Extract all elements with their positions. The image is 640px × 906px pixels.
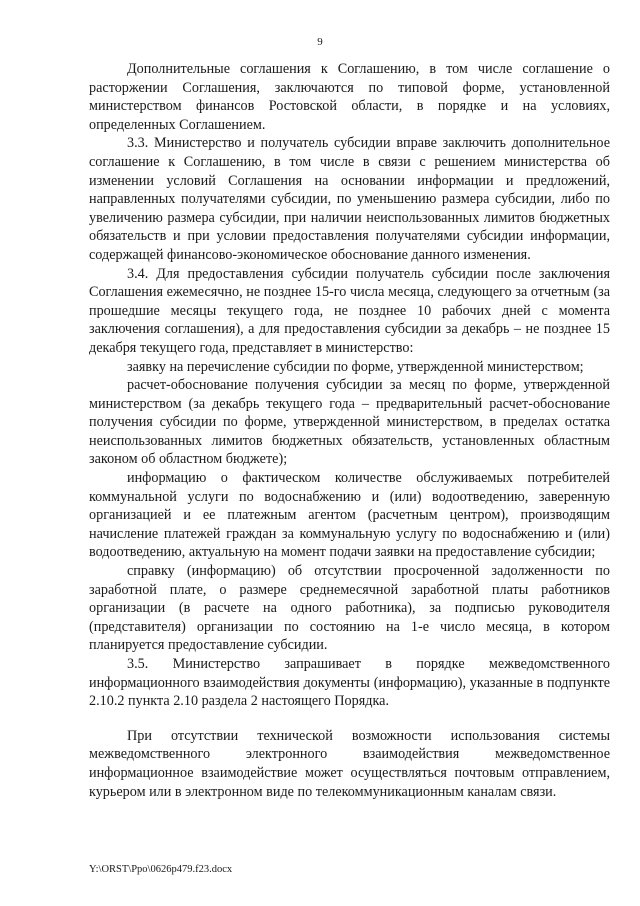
paragraph-supplementary-agreements: Дополнительные соглашения к Соглашению, в том числе соглашение о расторжении Соглашения, заключаются по типовой форме, установленной министерством финансов Ростовской области, в порядке и на условиях, определенных Соглашением. bbox=[89, 61, 610, 133]
paragraph-no-technical-possibility: При отсутствии технической возможности использования системы межведомственного электронного взаимодействия межведомственное информационное взаимодействие может осуществляться почтовым отправлением, курьером или в электронном виде по телекоммуникационным каналам связи. bbox=[89, 727, 610, 800]
file-path-footer: Y:\ORST\Ppo\0626p479.f23.docx bbox=[89, 864, 233, 875]
list-item-debt-certificate: справку (информацию) об отсутствии просроченной задолженности по заработной плате, о размере среднемесячной заработной платы работников организации (в расчете на одного работника), за подписью руководителя (представителя) организации по состоянию на 1-е число месяца, в котором планируется предоставление субсидии. bbox=[89, 563, 610, 654]
list-item-application: заявку на перечисление субсидии по форме, утвержденной министерством; bbox=[127, 358, 584, 375]
paragraph-3-4: 3.4. Для предоставления субсидии получатель субсидии после заключения Соглашения ежемесячно, не позднее 15-го числа месяца, следующего за отчетным (за прошедшие месяцы текущего года, не позднее 10 рабочих дней с момента заключения соглашения), а для предоставления субсидии за декабрь – не позднее 15 декабря текущего года, представляет в министерство: bbox=[89, 265, 610, 356]
document-body bbox=[89, 60, 610, 801]
paragraph-3-3: 3.3. Министерство и получатель субсидии вправе заключить дополнительное соглашение к Соглашению, в том числе в связи с решением министерства об изменении условий Соглашения на основании информации и предложений, направленных получателями субсидии, по уменьшению размера субсидии, либо по увеличению размера субсидии, при наличии неиспользованных лимитов бюджетных обязательств и при условии предоставления получателями субсидии информации, содержащей финансово-экономическое обоснование данного изменения. bbox=[89, 135, 610, 263]
paragraph-3-5: 3.5. Министерство запрашивает в порядке межведомственного информационного взаимодействия документы (информацию), указанные в подпункте 2.10.2 пункта 2.10 раздела 2 настоящего Порядка. bbox=[89, 656, 610, 710]
list-item-calculation: расчет-обоснование получения субсидии за месяц по форме, утвержденной министерством (за декабрь текущего года – предварительный расчет-обоснование получения субсидии по форме, утвержденной министерством, в пределах остатка неиспользованных лимитов бюджетных обязательств, установленных областным законом об областном бюджете); bbox=[89, 377, 610, 468]
page-number: 9 bbox=[317, 36, 323, 48]
list-item-consumer-info: информацию о фактическом количестве обслуживаемых потребителей коммунальной услуги по водоснабжению и (или) водоотведению, заверенную организацией и ее платежным агентом (расчетным центром), производящим начисление платежей граждан за коммунальную услугу по водоснабжению и (или) водоотведению, актуальную на момент подачи заявки на предоставление субсидии; bbox=[89, 470, 610, 561]
